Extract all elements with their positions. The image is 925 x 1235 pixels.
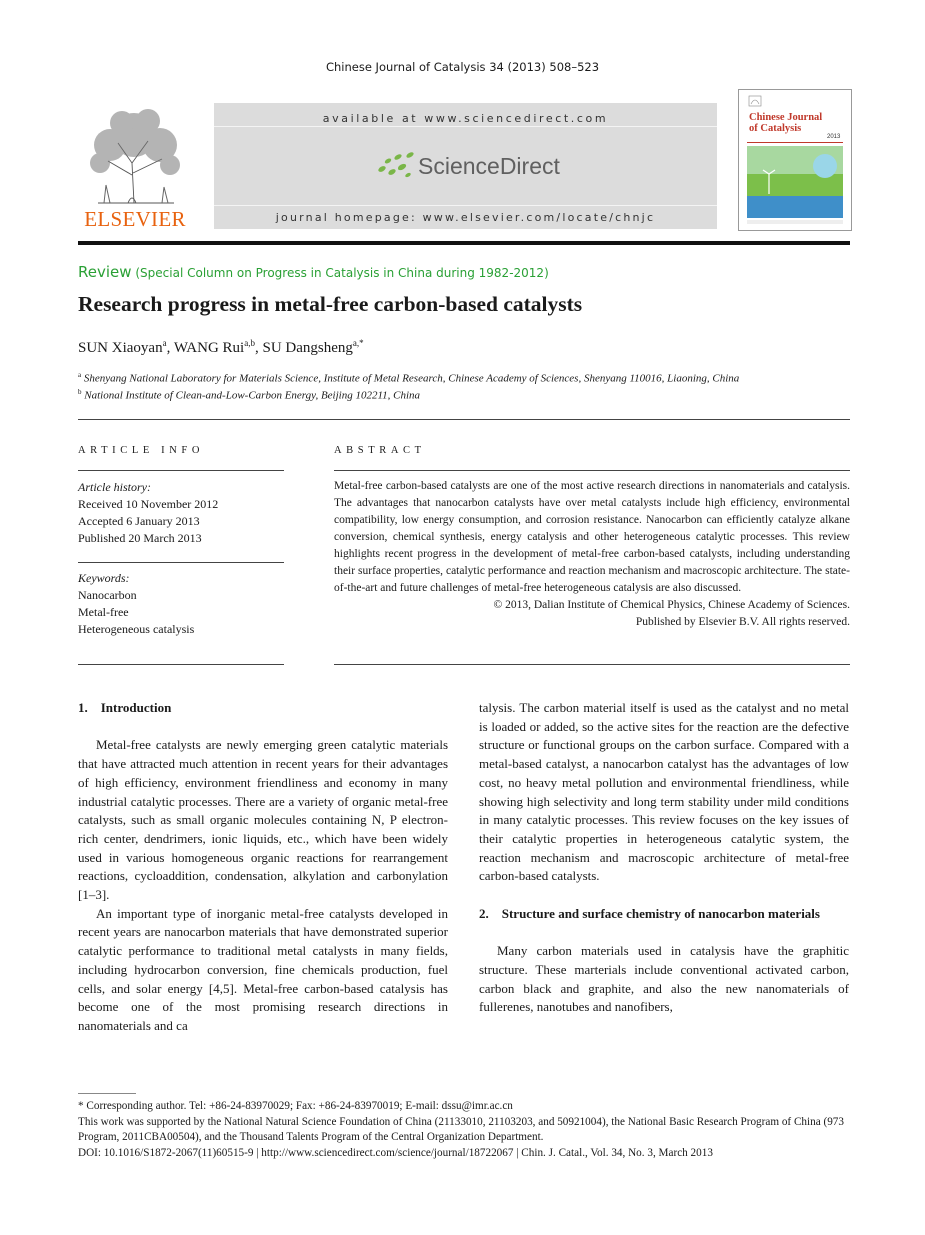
journal-homepage-text: journal homepage: www.elsevier.com/locate/chnjc: [275, 211, 656, 224]
article-type: Review: [78, 263, 132, 281]
sciencedirect-logo-text: ScienceDirect: [418, 153, 560, 179]
available-at-text: available at www.sciencedirect.com: [322, 112, 609, 125]
section-1-heading: 1. Introduction: [78, 700, 172, 715]
affiliation-a: $^a$ Shenyang National Laboratory for Materials Science, Institute of Metal Research, Chinese Academy of Sciences, Shenyang 110016, Liaoning, China: [78, 371, 740, 385]
keyword: Metal-free: [78, 605, 129, 619]
author-affil-mark: a: [162, 338, 167, 348]
divider: [334, 470, 850, 471]
cover-title-line1: Chinese Journal: [749, 112, 823, 123]
body-column-right: [479, 699, 849, 1017]
footnotes: [78, 1099, 850, 1161]
abstract-text: Metal-free carbon-based catalysts are one of the most active research directions in nanomaterials and catalysis. The advantages that nanocarbon catalysts have over metal catalysts include high efficiency, environmental compatibility, low energy consumption, and corrosion resistance. Nanocarbon can efficiently catalyze alkane conversion, chemical synthesis, energy catalysis and other heterogeneous catalytic processes. This review highlights recent progress in the development of metal-free carbon-based catalysts, including understanding their surface properties, catalytic performance and reaction mechanism and macroscopic architecture. The state-of-the-art and future challenges of metal-free heterogeneous catalysis are also discussed.: [334, 480, 850, 594]
article-type-line: [78, 263, 549, 281]
elsevier-wordmark: ELSEVIER: [84, 207, 186, 231]
footnote-rule: [78, 1093, 136, 1094]
history-accepted: Accepted 6 January 2013: [78, 514, 200, 528]
keyword: Nanocarbon: [78, 588, 137, 602]
history-label: Article history:: [78, 480, 151, 494]
copyright-line: © 2013, Dalian Institute of Chemical Physics, Chinese Academy of Sciences.: [493, 599, 850, 611]
running-head: Chinese Journal of Catalysis 34 (2013) 508–523: [325, 60, 600, 74]
article-info-heading: ARTICLE INFO: [78, 445, 205, 456]
paragraph-continued: talysis. The carbon material itself is used as the catalyst and no metal is loaded or added, so the active sites for the reaction are the defective structure or functional groups on the carbon surface. Compared with a metal-based catalyst, a nanocarbon catalyst has the advantages of low cost, no heavy metal pollution and environmental friendliness, while showing high selectivity and long term stability under mild conditions in many catalytic processes. This review focuses on the key issues of their catalytic properties in heterogeneous catalytic system, the reaction mechanism and macroscopic architecture of metal-free carbon-based catalysts.: [479, 700, 849, 884]
author-list: SUN Xiaoyan$^a$, WANG Rui$^{a,b}$, SU Dangsheng$^{a,*}$: [78, 338, 364, 356]
history-received: Received 10 November 2012: [78, 497, 219, 511]
article-title: Research progress in metal-free carbon-based catalysts: [78, 292, 583, 316]
divider: [78, 470, 284, 471]
divider: [78, 562, 284, 563]
affiliation-b: $^b$ National Institute of Clean-and-Low-Carbon Energy, Beijing 102211, China: [78, 388, 421, 402]
journal-cover: [738, 89, 852, 231]
author-affil-mark: a,b: [244, 338, 255, 348]
author-name: SUN Xiaoyan: [78, 340, 163, 356]
sciencedirect-logo: [370, 147, 570, 183]
divider: [334, 664, 850, 665]
cover-title-line2: of Catalysis: [749, 123, 802, 134]
funding-note: This work was supported by the National Natural Science Foundation of China (21133010, 21103203, and 50921004), the National Basic Research Program of China (973 Program, 2011CBA00504), and the Thousand Talents Program of the Central Organization Department.: [78, 1115, 844, 1143]
sciencedirect-banner: [214, 103, 717, 229]
author-name: WANG Rui: [173, 340, 245, 356]
corresponding-author-note: * Corresponding author. Tel: +86-24-83970029; Fax: +86-24-83970019; E-mail: dssu@imr.ac.cn: [78, 1100, 513, 1112]
section-2-heading: 2. Structure and surface chemistry of nanocarbon materials: [479, 905, 820, 921]
divider: [78, 664, 284, 665]
masthead-rule: [78, 241, 850, 245]
banner-divider: [214, 126, 717, 127]
keyword: Heterogeneous catalysis: [78, 622, 195, 636]
history-published: Published 20 March 2013: [78, 531, 202, 545]
publisher-rights-line: Published by Elsevier B.V. All rights reserved.: [635, 616, 850, 628]
keywords-label: Keywords:: [78, 571, 130, 585]
paragraph: An important type of inorganic metal-free catalysts developed in recent years are nanocarbon materials that have demonstrated superior catalytic performance to traditional metal catalysts in many fields, including hydrocarbon conversion, fine chemicals production, fuel cells, and solar energy [4,5]. Metal-free carbon-based catalysis has become one of the most promising research directions in nanomaterials and ca: [78, 905, 448, 1033]
special-column: (Special Column on Progress in Catalysis in China during 1982-2012): [135, 266, 549, 280]
abstract-heading: ABSTRACT: [334, 445, 426, 456]
doi-line: DOI: 10.1016/S1872-2067(11)60515-9 | http://www.sciencedirect.com/science/journal/18722067 | Chin. J. Catal., Vol. 34, No. 3, March 2013: [78, 1146, 713, 1159]
paragraph: Many carbon materials used in catalysis have the graphitic structure. These marterials include conventional activated carbon, carbon black and graphite, and also the new nanomaterials of fullerenes, nanotubes and nanofibers,: [479, 943, 849, 1015]
paragraph: Metal-free catalysts are newly emerging green catalytic materials that have attracted much attention in recent years for their advantages of high efficiency, environment friendliness and economy in many industrial catalytic processes. There are a variety of organic metal-free catalysts, such as small organic molecules containing N, P electron-rich center, dendrimers, ionic liquids, etc., which have been widely used in various homogeneous organic reactions for rearrangement reactions, cycloaddition, condensation, alkylation and carbonylation [1–3].: [78, 737, 448, 903]
divider: [78, 419, 850, 420]
abstract-body: [334, 478, 850, 631]
cover-image: [739, 90, 851, 230]
body-column-left: [78, 699, 448, 1036]
author-affil-mark: a,*: [352, 338, 364, 348]
banner-divider: [214, 205, 717, 206]
author-name: SU Dangsheng: [262, 340, 353, 356]
cover-year: 2013: [827, 134, 841, 140]
